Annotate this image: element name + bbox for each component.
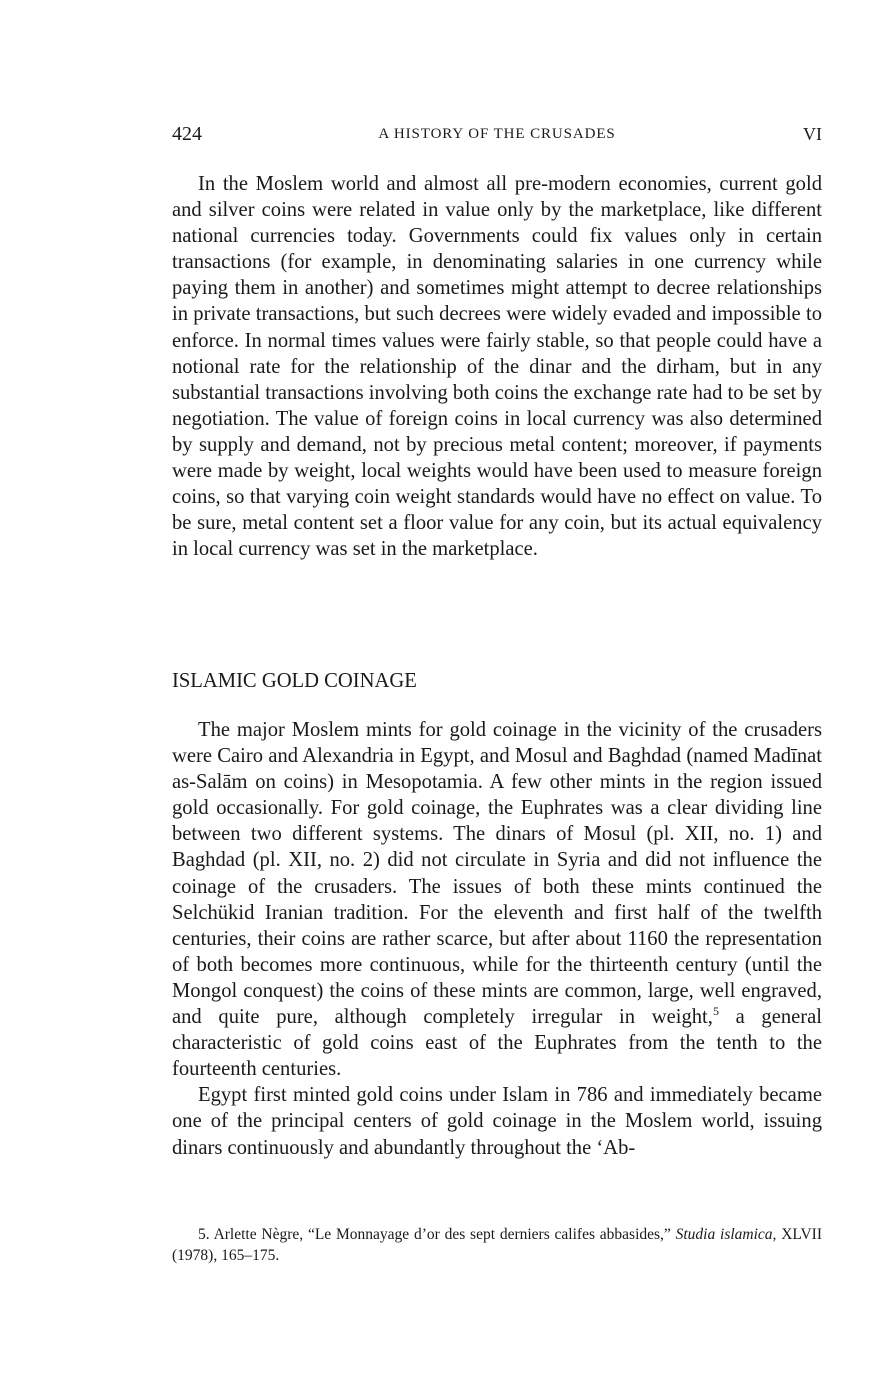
section-heading: ISLAMIC GOLD COINAGE xyxy=(172,670,417,692)
page-number: 424 xyxy=(172,123,202,145)
running-title: A HISTORY OF THE CRUSADES xyxy=(378,126,616,142)
footnote-number: 5. xyxy=(198,1226,210,1243)
paragraph-mints-text: The major Moslem mints for gold coinage in the vicinity of the crusaders were Cairo and Alexandria in Egypt, and Mosul and Baghdad (named Madīnat as-Salām on coins) in Mesopotamia. A few other mints in the region issued gold occasionally. For gold coinage, the Euphrates was a clear dividing line between two different systems. The dinars of Mosul (pl. XII, no. 1) and Baghdad (pl. XII, no. 2) did not circulate in Syria and did not influence the coinage of the crusaders. The issues of both these mints continued the Selchükid Iranian tradition. For the eleventh and first half of the twelfth centuries, their coins are rather scarce, but after about 1160 the representation of both becomes more continuous, while for the thirteenth century (until the Mongol conquest) the coins of these mints are common, large, well engraved, and quite pure, although completely irregular in weight, xyxy=(172,719,822,1029)
body-section-2 xyxy=(172,717,822,1161)
body-section-1 xyxy=(172,171,822,562)
paragraph-exchange-rates: In the Moslem world and almost all pre-modern economies, current gold and silver coins were related in value only by the marketplace, like different national currencies today. Governments could fix values only in certain transactions (for example, in denominating salaries in one currency while paying them in another) and sometimes might attempt to decree relationships in private transactions, but such decrees were widely evaded and impossible to enforce. In normal times values were fairly stable, so that people could have a notional rate for the relationship of the dinar and the dirham, but in any substantial transactions involving both coins the exchange rate had to be set by negotiation. The value of foreign coins in local currency was also determined by supply and demand, not by precious metal content; moreover, if payments were made by weight, local weights would have been used to measure foreign coins, so that varying coin weight standards would have no effect on value. To be sure, metal content set a floor value for any coin, but its actual equivalency in local currency was set in the marketplace. xyxy=(172,173,822,561)
footnote-text: Arlette Nègre, “Le Monnayage d’or des sept derniers califes abbasides,” xyxy=(209,1226,676,1243)
footnote-citation: XLVII (1978), 165–175. xyxy=(172,1226,822,1264)
running-head xyxy=(172,120,822,148)
footnote xyxy=(172,1224,822,1266)
paragraph-egypt: Egypt first minted gold coins under Islam in 786 and immediately became one of the principal centers of gold coinage in the Moslem world, issuing dinars continuously and abundantly throughout the ‘Ab- xyxy=(172,1084,822,1159)
paragraph-mints xyxy=(172,717,822,1082)
chapter-number: VI xyxy=(803,124,822,144)
paragraph-mints-continued: a general characteristic of gold coins east of the Euphrates from the tenth to the fourteenth centuries. xyxy=(172,1006,822,1081)
footnote-reference[interactable]: 5 xyxy=(712,1004,719,1019)
footnote-journal-title: Studia islamica, xyxy=(675,1226,777,1243)
